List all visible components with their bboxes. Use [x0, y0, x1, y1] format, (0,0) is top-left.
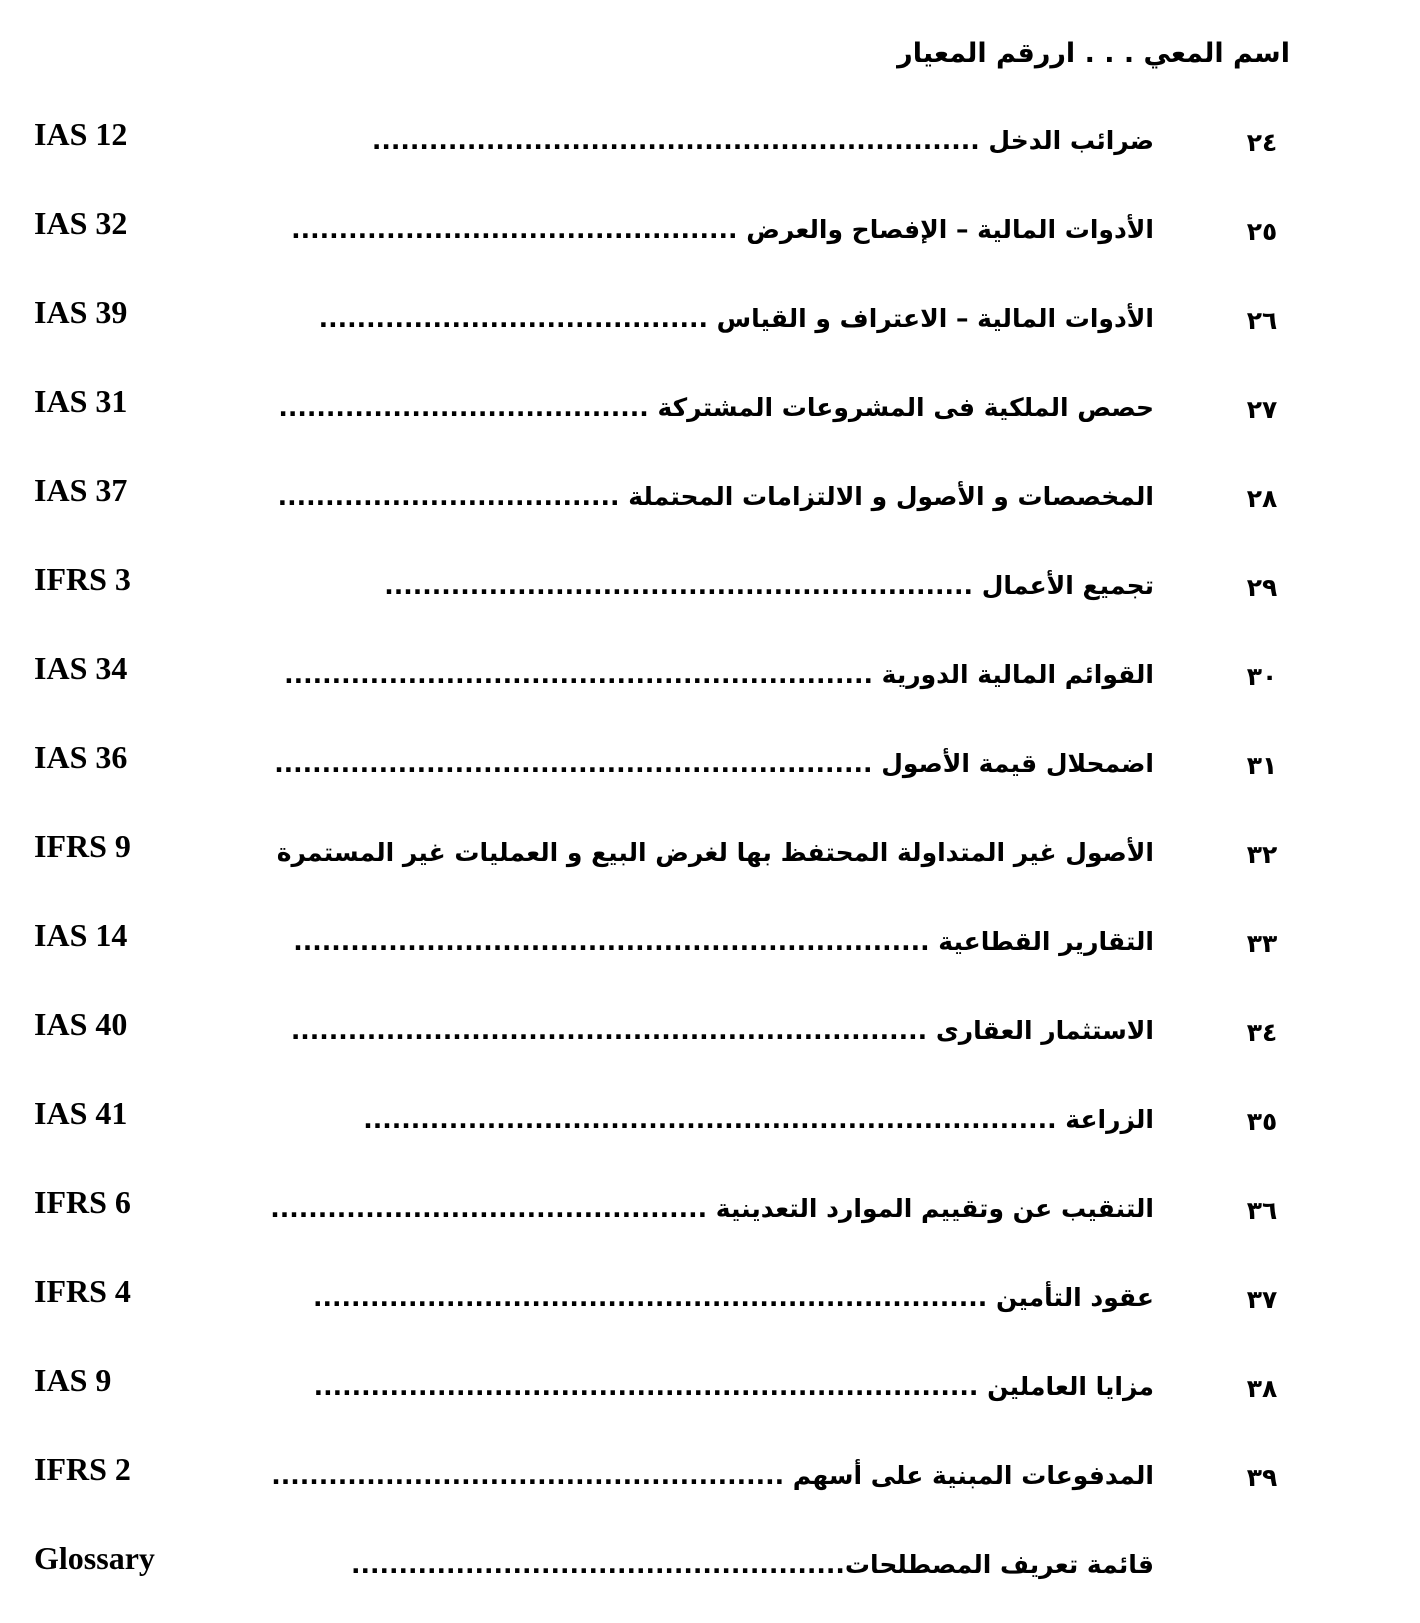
standard-code: IAS 41	[34, 1095, 128, 1131]
table-header	[897, 28, 1320, 78]
standard-code: IAS 36	[34, 739, 128, 775]
standard-code: IFRS 2	[34, 1451, 131, 1487]
standard-title: حصص الملكية فى المشروعات المشتركة .......................................	[278, 393, 1154, 422]
standard-code: IAS 39	[34, 294, 128, 330]
standard-number: ٣٠	[1246, 662, 1278, 691]
standard-number: ٣٩	[1246, 1463, 1278, 1492]
standard-title: تجميع الأعمال ..............................................................	[384, 571, 1154, 600]
standard-code: IAS 34	[34, 650, 128, 686]
standard-number: ٣٤	[1246, 1018, 1278, 1047]
standard-code: IAS 37	[34, 472, 128, 508]
standard-title: الأصول غير المتداولة المحتفظ بها لغرض البيع و العمليات غير المستمرة	[276, 838, 1154, 867]
standard-title: التقارير القطاعية ...................................................................	[293, 927, 1154, 956]
table-row	[0, 1445, 1420, 1534]
standard-code: IFRS 6	[34, 1184, 131, 1220]
standard-title: القوائم المالية الدورية ..............................................................	[284, 660, 1154, 689]
table-row	[0, 1356, 1420, 1445]
table-row	[0, 644, 1420, 733]
standard-number: ٣٦	[1246, 1196, 1278, 1225]
table-row	[0, 822, 1420, 911]
standard-title: مزايا العاملين ......................................................................	[313, 1372, 1154, 1401]
standard-title: اضمحلال قيمة الأصول ...............................................................	[274, 749, 1154, 778]
standard-title: المخصصات و الأصول و الالتزامات المحتملة ....................................	[277, 482, 1154, 511]
standard-code: IAS 32	[34, 205, 128, 241]
standard-number: ٢٦	[1246, 306, 1278, 335]
standard-title: المدفوعات المبنية على أسهم ......................................................	[271, 1461, 1154, 1490]
table-row	[0, 1000, 1420, 1089]
standard-number: ٣٥	[1246, 1107, 1278, 1136]
table-row	[0, 110, 1420, 199]
standard-number: ٢٥	[1246, 217, 1278, 246]
standard-number: ٢٧	[1246, 395, 1278, 424]
standard-code: IFRS 3	[34, 561, 131, 597]
table-row	[0, 377, 1420, 466]
standard-title: الأدوات المالية – الإفصاح والعرض ...............................................	[291, 215, 1154, 244]
standard-code: IFRS 9	[34, 828, 131, 864]
table-row	[0, 911, 1420, 1000]
standard-code: IAS 9	[34, 1362, 112, 1398]
standard-number: ٢٨	[1246, 484, 1278, 513]
standard-code: IFRS 4	[34, 1273, 131, 1309]
table-row	[0, 1178, 1420, 1267]
table-row	[0, 288, 1420, 377]
standard-title: الزراعة .........................................................................	[363, 1105, 1154, 1134]
standard-title: ضرائب الدخل ................................................................	[371, 126, 1154, 155]
table-row	[0, 199, 1420, 288]
standard-number: ٢٩	[1246, 573, 1278, 602]
standard-code: Glossary	[34, 1540, 155, 1576]
standard-number: ٢٤	[1246, 128, 1278, 157]
standard-title: قائمة تعريف المصطلحات....................................................	[351, 1550, 1154, 1579]
standard-title: عقود التأمين .......................................................................	[312, 1283, 1154, 1312]
standards-list	[0, 110, 1420, 1623]
table-row	[0, 1089, 1420, 1178]
standard-number: ٣٣	[1246, 929, 1278, 958]
standard-number: ٣١	[1246, 751, 1278, 780]
standard-code: IAS 14	[34, 917, 128, 953]
table-row	[0, 466, 1420, 555]
standard-number: ٣٧	[1246, 1285, 1278, 1314]
standard-title: الأدوات المالية – الاعتراف و القياس .........................................	[318, 304, 1154, 333]
header-standard-name: اسم المعي . . . ار	[1050, 37, 1290, 69]
header-standard-number: رقم المعيار	[897, 37, 1051, 69]
table-row	[0, 1267, 1420, 1356]
standard-number: ٣٨	[1246, 1374, 1278, 1403]
standard-code: IAS 12	[34, 116, 128, 152]
table-row	[0, 555, 1420, 644]
table-row	[0, 733, 1420, 822]
table-row	[0, 1534, 1420, 1623]
standard-title: الاستثمار العقارى ...................................................................	[290, 1016, 1154, 1045]
standard-title: التنقيب عن وتقييم الموارد التعدينية ..............................................	[270, 1194, 1154, 1223]
standard-code: IAS 31	[34, 383, 128, 419]
standard-code: IAS 40	[34, 1006, 128, 1042]
standard-number: ٣٢	[1246, 840, 1278, 869]
